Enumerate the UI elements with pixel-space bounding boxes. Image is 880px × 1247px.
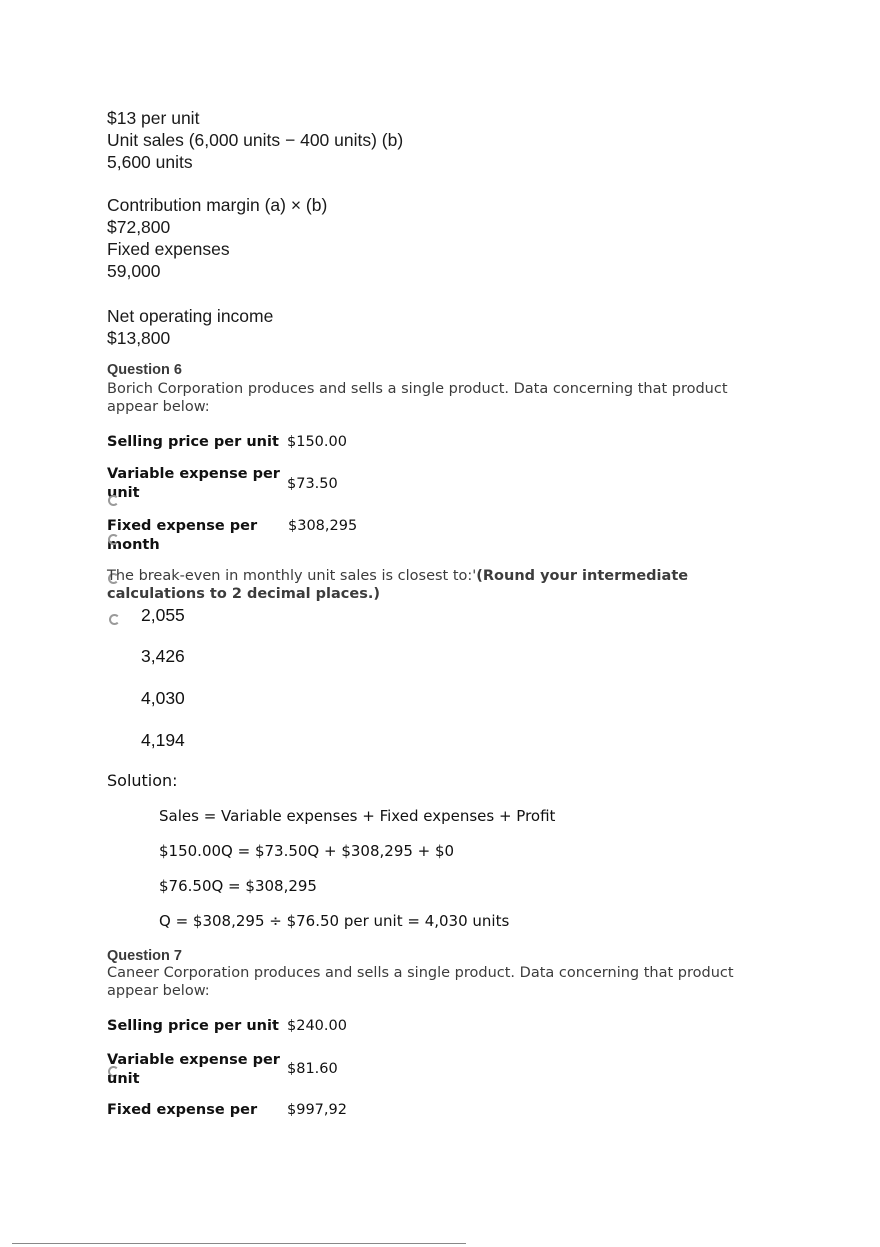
option-4[interactable]: 4,194 bbox=[141, 730, 185, 750]
q7-fixed-expense-value: $997,92 bbox=[287, 1102, 347, 1118]
calc-fixed-value: 59,000 bbox=[107, 261, 161, 281]
question-6-prompt-text: The break-even in monthly unit sales is closest to:' bbox=[107, 568, 477, 584]
calc-fixed-label: Fixed expenses bbox=[107, 239, 230, 259]
q6-variable-expense-label: Variable expense per unit bbox=[107, 466, 280, 501]
q6-selling-price-value: $150.00 bbox=[287, 434, 347, 450]
q7-variable-expense-value: $81.60 bbox=[287, 1061, 338, 1077]
calc-cm-value: $72,800 bbox=[107, 217, 171, 237]
calc-price-per-unit: $13 per unit bbox=[107, 108, 200, 128]
calc-cm-label: Contribution margin (a) × (b) bbox=[107, 195, 328, 215]
q6-selling-price-label: Selling price per unit bbox=[107, 434, 279, 450]
solution-line-2: $150.00Q = $73.50Q + $308,295 + $0 bbox=[159, 842, 455, 860]
question-6-prompt bbox=[107, 567, 747, 603]
solution-line-4: Q = $308,295 ÷ $76.50 per unit = 4,030 units bbox=[159, 912, 510, 930]
option-radio-icon[interactable] bbox=[109, 614, 120, 625]
option-2[interactable]: 3,426 bbox=[141, 646, 185, 666]
q7-selling-price-label: Selling price per unit bbox=[107, 1018, 279, 1034]
solution-line-1: Sales = Variable expenses + Fixed expenses + Profit bbox=[159, 807, 556, 825]
calc-noi-label: Net operating income bbox=[107, 306, 274, 326]
ghost-radio-icon bbox=[108, 495, 119, 506]
option-1[interactable]: 2,055 bbox=[141, 605, 185, 625]
ghost-radio-icon bbox=[108, 534, 119, 545]
question-6-prompt-bold: (Round your intermediate calculations to 2 decimal places.) bbox=[107, 568, 689, 602]
q6-variable-expense-value: $73.50 bbox=[287, 476, 338, 492]
calc-unit-sales-value: 5,600 units bbox=[107, 152, 193, 172]
q6-fixed-expense-value: $308,295 bbox=[288, 518, 358, 534]
question-7-text: Caneer Corporation produces and sells a single product. Data concerning that product appear below: bbox=[107, 965, 734, 999]
question-6-heading: Question 6 bbox=[107, 362, 182, 378]
calc-noi-value: $13,800 bbox=[107, 328, 171, 348]
q7-variable-expense-label: Variable expense per unit bbox=[107, 1052, 280, 1087]
footer-divider bbox=[12, 1243, 466, 1244]
q7-selling-price-value: $240.00 bbox=[287, 1018, 347, 1034]
option-3[interactable]: 4,030 bbox=[141, 688, 185, 708]
solution-label: Solution: bbox=[107, 771, 178, 790]
q6-fixed-expense-label: Fixed expense per month bbox=[107, 518, 258, 553]
calc-unit-sales-label: Unit sales (6,000 units − 400 units) (b) bbox=[107, 130, 404, 150]
solution-line-3: $76.50Q = $308,295 bbox=[159, 877, 317, 895]
q7-fixed-expense-label: Fixed expense per bbox=[107, 1102, 258, 1118]
question-6-text: Borich Corporation produces and sells a single product. Data concerning that product appear below: bbox=[107, 381, 728, 415]
question-7-heading: Question 7 bbox=[107, 948, 182, 964]
